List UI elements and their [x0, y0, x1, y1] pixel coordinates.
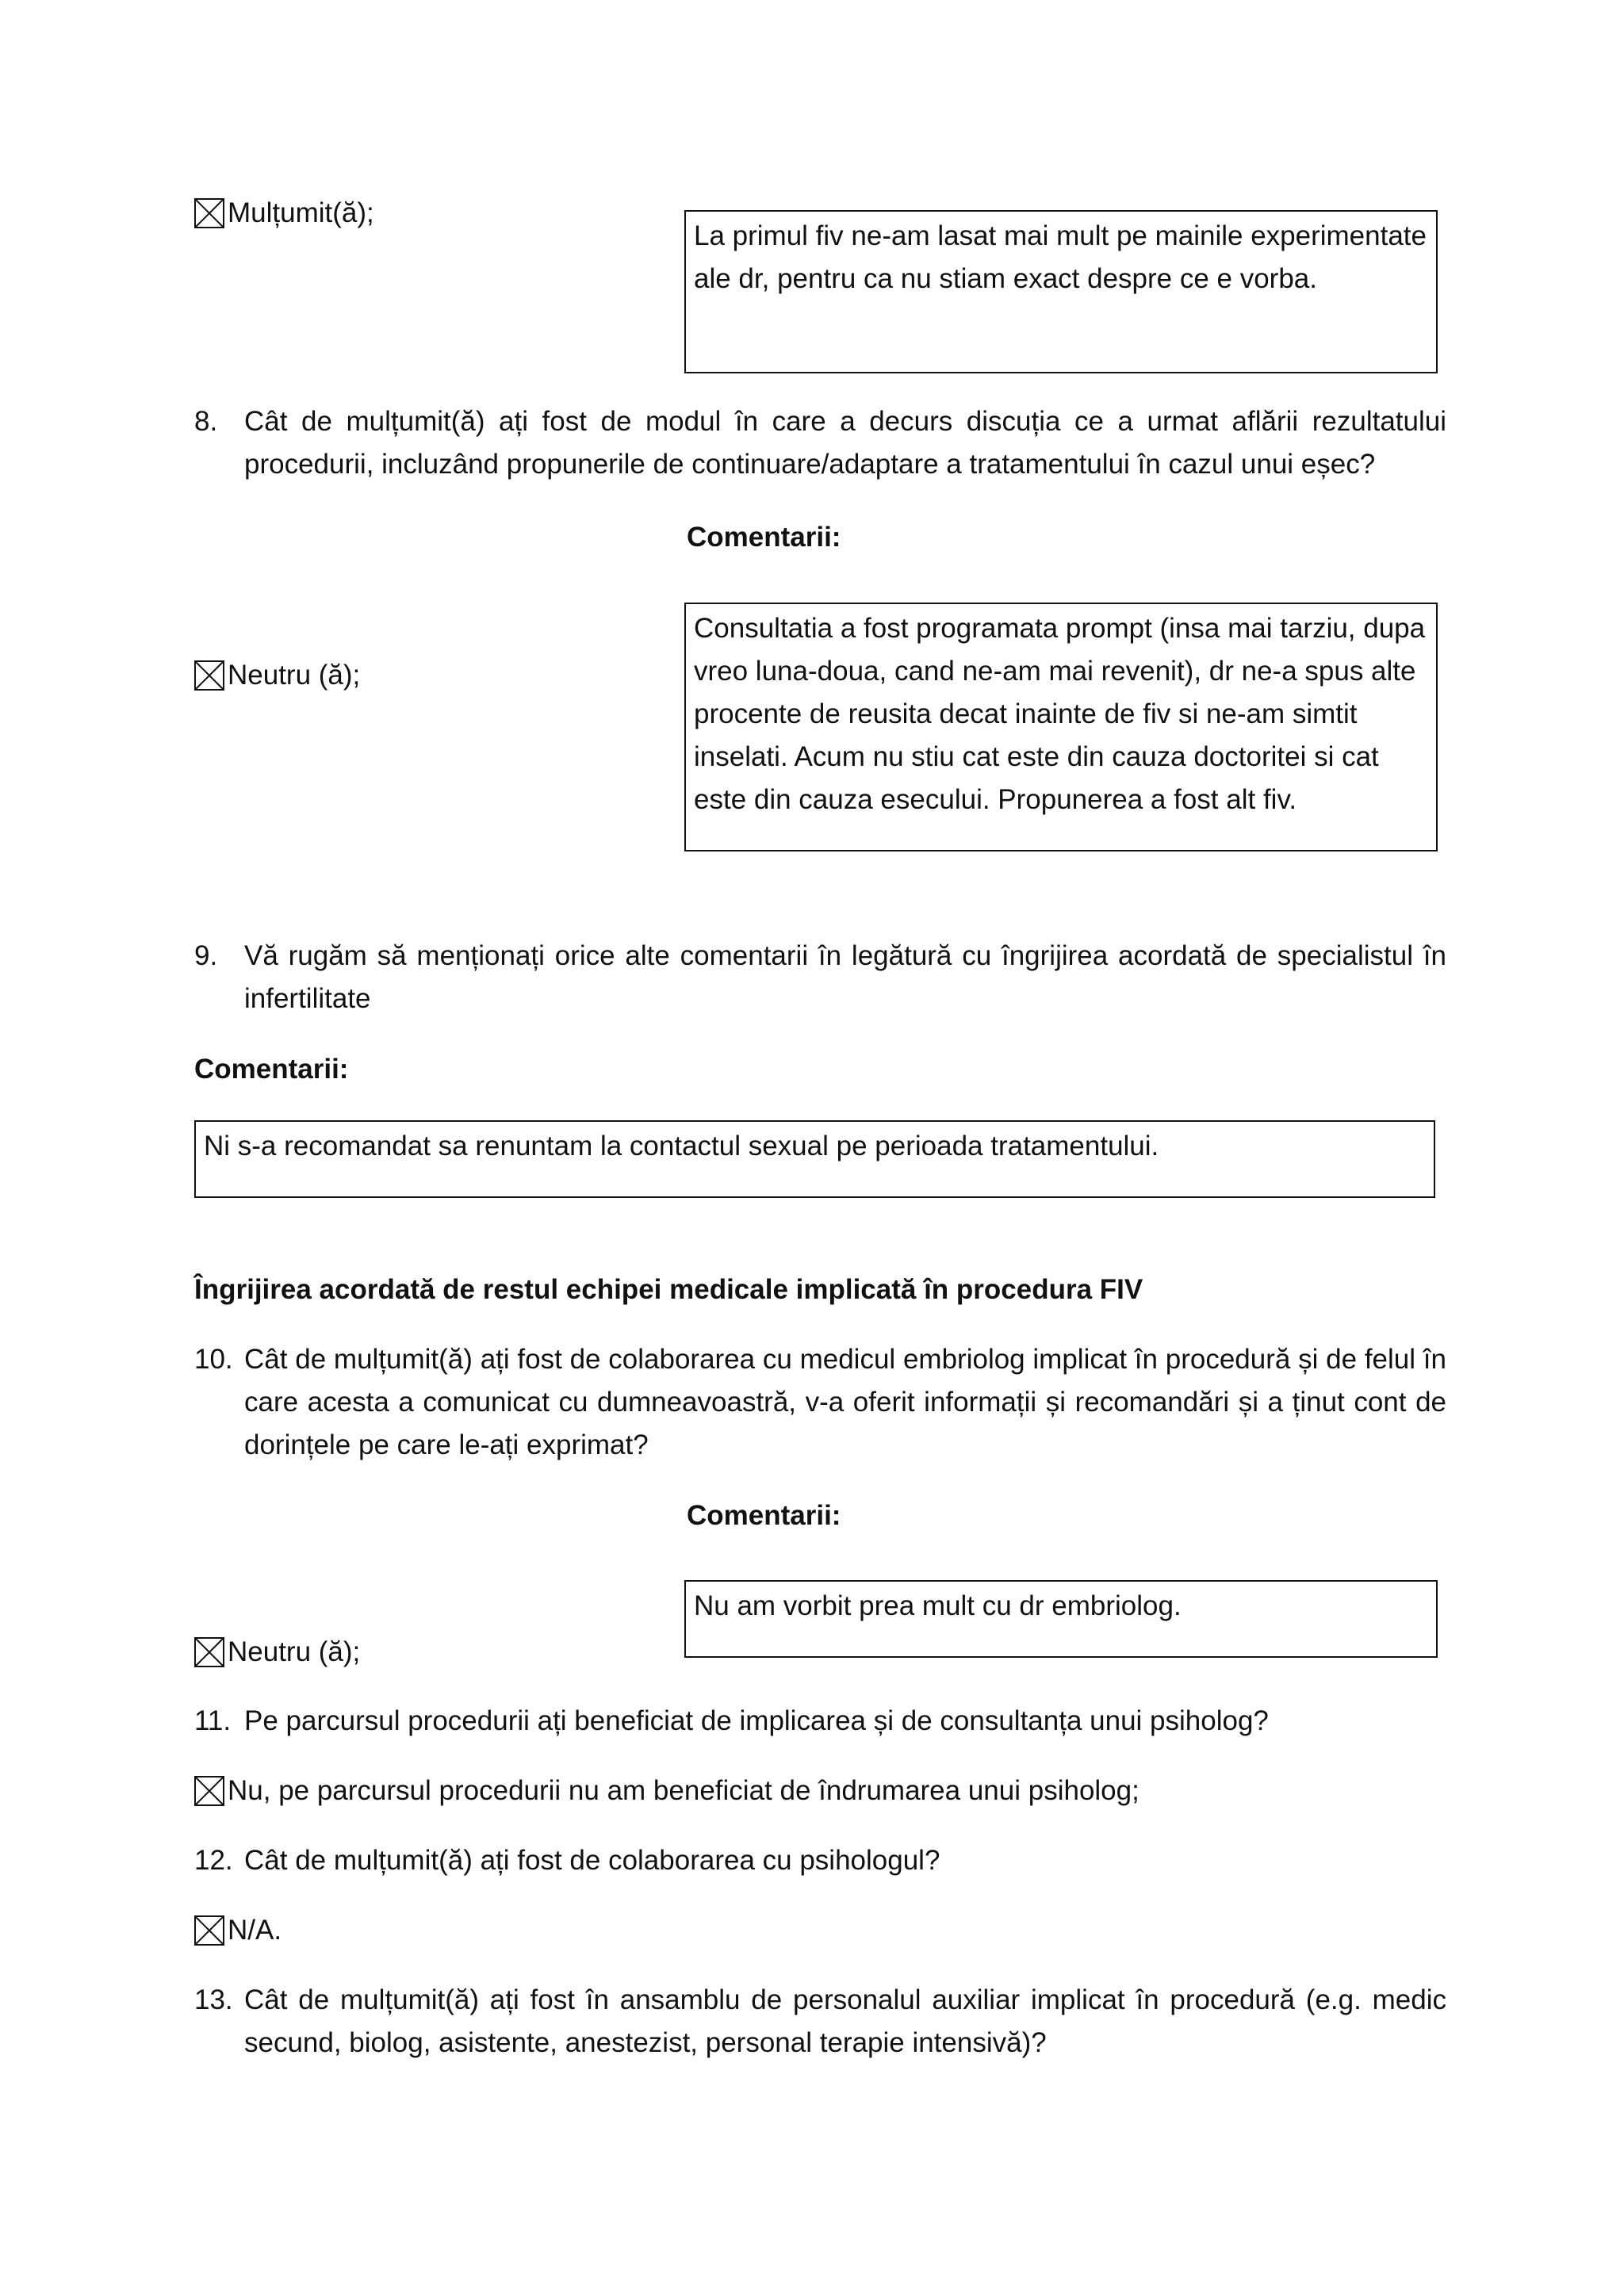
checkbox-answer-q7[interactable]	[194, 192, 374, 235]
checkbox-answer-q8[interactable]	[194, 654, 360, 697]
answer-label: Mulțumit(ă);	[228, 197, 374, 228]
checked-box-icon	[194, 660, 224, 691]
question-text-q12: Cât de mulțumit(ă) ați fost de colaborarea cu psihologul?	[244, 1845, 940, 1876]
question-text-q10: Cât de mulțumit(ă) ați fost de colaborarea cu medicul embriolog implicat în procedură și de felul în care acesta a comunicat cu dumneavoastră, v-a oferit informații și recomandări și a ținut cont de dorințele pe care le-ați exprimat?	[244, 1344, 1446, 1460]
question-text-q11: Pe parcursul procedurii ați beneficiat de implicarea și de consultanța unui psiholog?	[244, 1705, 1269, 1736]
checkbox-answer-q10[interactable]	[194, 1631, 360, 1674]
question-number: 11.	[194, 1705, 232, 1736]
section-title: Îngrijirea acordată de restul echipei medicale implicată în procedura FIV	[194, 1274, 1143, 1305]
comment-text: Nu am vorbit prea mult cu dr embriolog.	[694, 1590, 1182, 1621]
question-number: 13.	[194, 1984, 233, 2015]
comment-box-q9	[194, 1120, 1435, 1198]
comment-text: La primul fiv ne-am lasat mai mult pe mainile experimentate ale dr, pentru ca nu stiam exact despre ce e vorba.	[694, 220, 1427, 294]
comments-label: Comentarii:	[687, 522, 841, 553]
checked-box-icon	[194, 1915, 224, 1946]
question-text-q13: Cât de mulțumit(ă) ați fost în ansamblu de personalul auxiliar implicat în procedură (e.g. medic secund, biolog, asistente, anestezist, personal terapie intensivă)?	[244, 1984, 1446, 2058]
question-number: 8.	[194, 406, 218, 437]
question-number: 9.	[194, 940, 218, 971]
comments-label: Comentarii:	[687, 1500, 841, 1531]
question-number: 10.	[194, 1344, 233, 1375]
comment-text: Consultatia a fost programata prompt (insa mai tarziu, dupa vreo luna-doua, cand ne-am mai revenit), dr ne-a spus alte procente de reusita decat inainte de fiv si ne-am simtit inselati. Acum nu stiu cat este din cauza doctoritei si cat este din cauza esecului. Propunerea a fost alt fiv.	[694, 613, 1426, 815]
checked-box-icon	[194, 1776, 224, 1806]
checkbox-answer-q11[interactable]	[194, 1770, 1139, 1812]
comments-label: Comentarii:	[194, 1054, 349, 1085]
question-number: 12.	[194, 1845, 233, 1876]
comment-box-q7	[684, 210, 1438, 373]
answer-label: Neutru (ă);	[228, 1636, 361, 1667]
answer-label: Nu, pe parcursul procedurii nu am beneficiat de îndrumarea unui psiholog;	[228, 1775, 1139, 1806]
answer-label: N/A.	[228, 1915, 282, 1946]
comment-box-q10	[684, 1580, 1438, 1658]
checked-box-icon	[194, 1637, 224, 1667]
question-text-q8: Cât de mulțumit(ă) ați fost de modul în care a decurs discuția ce a urmat aflării rezultatului procedurii, incluzând propunerile de continuare/adaptare a tratamentului în cazul unui eșec?	[244, 406, 1446, 480]
answer-label: Neutru (ă);	[228, 660, 361, 691]
checkbox-answer-q12[interactable]	[194, 1909, 282, 1952]
comment-box-q8	[684, 603, 1438, 851]
question-text-q9: Vă rugăm să menționați orice alte comentarii în legătură cu îngrijirea acordată de specialistul în infertilitate	[244, 940, 1446, 1014]
checked-box-icon	[194, 198, 224, 228]
comment-text: Ni s-a recomandat sa renuntam la contactul sexual pe perioada tratamentului.	[204, 1131, 1159, 1161]
